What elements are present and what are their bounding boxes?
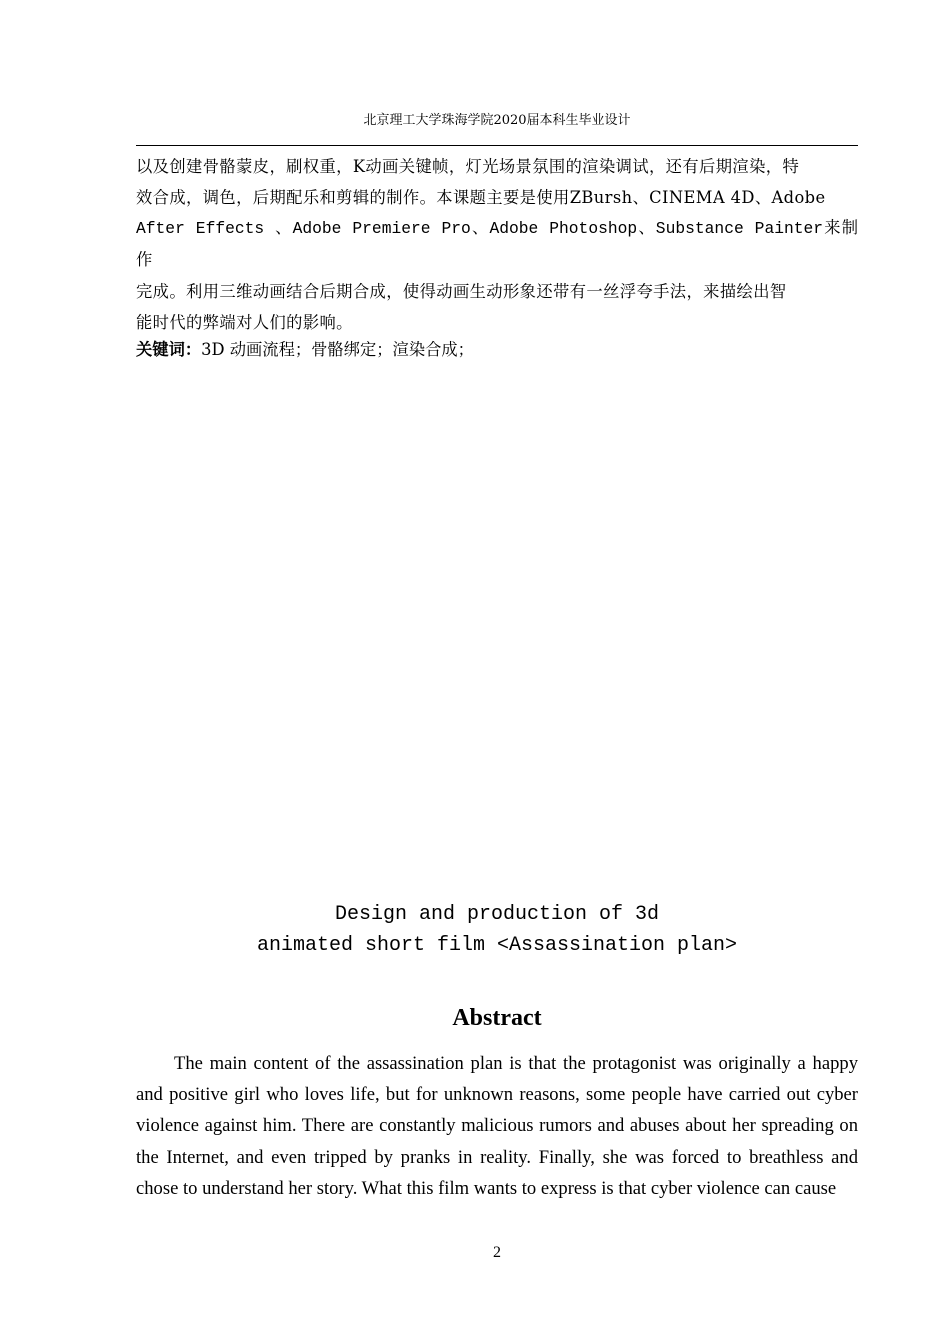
chinese-abstract-line: 以及创建骨骼蒙皮，刷权重，K动画关键帧，灯光场景氛围的渲染调试，还有后期渲染，特 — [136, 157, 800, 176]
chinese-abstract-line: 能时代的弊端对人们的影响。 — [136, 313, 353, 333]
chinese-abstract-line: After Effects 、Adobe Premiere Pro、Adobe Photoshop、Substance Painter来制作 — [136, 219, 858, 270]
page-number: 2 — [493, 1244, 501, 1261]
header-divider — [136, 145, 858, 146]
chinese-abstract-line: 效合成，调色，后期配乐和剪辑的制作。本课题主要是使用ZBursh、CINEMA 4D、Adobe — [136, 188, 826, 208]
page-header: 北京理工大学珠海学院2020届本科生毕业设计 — [363, 113, 631, 128]
abstract-heading: Abstract — [452, 1005, 542, 1031]
keywords-value: 3D 动画流程；骨骼绑定；渲染合成； — [201, 340, 474, 359]
english-title — [136, 899, 858, 961]
abstract-body: The main content of the assassination plan is that the protagonist was originally a happy and positive girl who loves life, but for unknown reasons, some people have carried out cyber violence against him. There are constantly malicious rumors and abuses about her spreading on the Internet, and even tripped by pranks in reality. Finally, she was forced to breathless and chose to understand her story. What this film wants to express is that cyber violence can cause — [136, 1053, 858, 1199]
chinese-keywords — [136, 337, 858, 363]
keywords-label: 关键词： — [136, 340, 202, 359]
chinese-abstract-line: 完成。利用三维动画结合后期合成，使得动画生动形象还带有一丝浮夸手法，来描绘出智 — [136, 281, 787, 301]
english-title-line-1: Design and production of 3d — [334, 903, 660, 926]
chinese-abstract-body — [136, 151, 858, 338]
english-title-line-2: animated short film <Assassination plan> — [256, 934, 738, 957]
